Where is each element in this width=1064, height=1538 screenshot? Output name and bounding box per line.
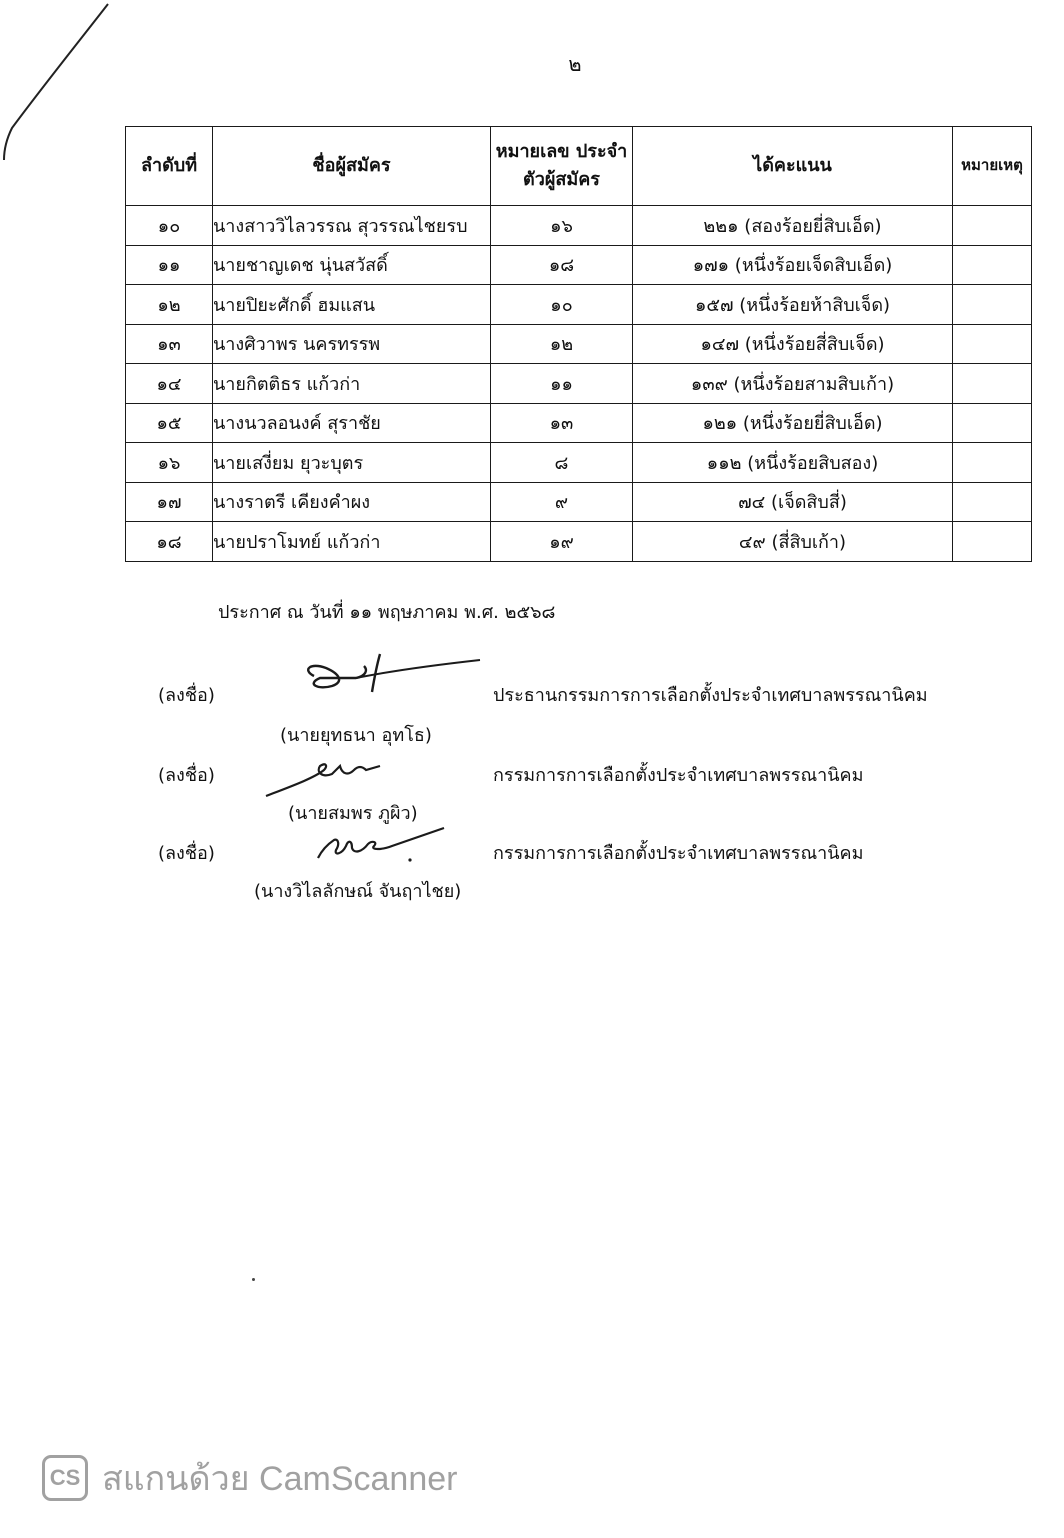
- table-row: [126, 206, 1032, 246]
- cell-name: นางศิวาพร นครทรรพ: [213, 324, 491, 364]
- cell-score: [633, 482, 953, 522]
- cell-remark: [953, 245, 1032, 285]
- cell-remark: [953, 364, 1032, 404]
- cell-score: [633, 522, 953, 562]
- cell-name: นายปราโมทย์ แก้วก่า: [213, 522, 491, 562]
- cell-order: ๑๑: [126, 245, 213, 285]
- cell-name: นายเสงี่ยม ยุวะบุตร: [213, 443, 491, 483]
- table-row: [126, 364, 1032, 404]
- cell-order: ๑๐: [126, 206, 213, 246]
- cell-score: [633, 324, 953, 364]
- cell-order: ๑๗: [126, 482, 213, 522]
- header-number: หมายเลข ประจำตัวผู้สมัคร: [491, 127, 633, 206]
- cell-score: [633, 364, 953, 404]
- score-text: ๑๑๒ (หนึ่งร้อยสิบสอง): [706, 452, 879, 474]
- results-table: [125, 126, 1032, 562]
- score-text: ๔๙ (สี่สิบเก้า): [738, 531, 847, 553]
- scan-speck: [252, 1278, 255, 1281]
- header-score: ได้คะแนน: [633, 127, 953, 206]
- cell-name: นางสาววิไลวรรณ สุวรรณไชยรบ: [213, 206, 491, 246]
- cell-remark: [953, 324, 1032, 364]
- table-row: [126, 285, 1032, 325]
- cell-number: ๑๐: [491, 285, 633, 325]
- cell-remark: [953, 482, 1032, 522]
- cell-name: นางนวลอนงค์ สุราชัย: [213, 403, 491, 443]
- cell-order: ๑๓: [126, 324, 213, 364]
- cell-number: ๙: [491, 482, 633, 522]
- signatory-role: กรรมการการเลือกตั้งประจำเทศบาลพรรณานิคม: [493, 843, 864, 864]
- header-order: ลำดับที่: [126, 127, 213, 206]
- page-number: ๒: [568, 52, 582, 76]
- table-row: [126, 443, 1032, 483]
- cell-score: [633, 206, 953, 246]
- cell-name: นายชาญเดช นุ่นสวัสดิ์: [213, 245, 491, 285]
- signature-mark: [262, 752, 392, 800]
- score-text: ๑๒๑ (หนึ่งร้อยยี่สิบเอ็ด): [702, 413, 883, 435]
- cell-order: ๑๕: [126, 403, 213, 443]
- signatory-name: (นายยุทธนา อุทโธ): [280, 725, 432, 746]
- cell-number: ๑๓: [491, 403, 633, 443]
- signatory-role: กรรมการการเลือกตั้งประจำเทศบาลพรรณานิคม: [493, 765, 864, 786]
- score-text: ๑๔๗ (หนึ่งร้อยสี่สิบเจ็ด): [700, 334, 885, 356]
- cell-number: ๑๒: [491, 324, 633, 364]
- cell-remark: [953, 522, 1032, 562]
- cell-score: [633, 443, 953, 483]
- score-text: ๗๔ (เจ็ดสิบสี่): [738, 492, 847, 514]
- cell-number: ๑๖: [491, 206, 633, 246]
- signatory-role: ประธานกรรมการการเลือกตั้งประจำเทศบาลพรรณานิคม: [493, 685, 928, 706]
- cell-number: ๑๙: [491, 522, 633, 562]
- cell-order: ๑๒: [126, 285, 213, 325]
- cell-order: ๑๘: [126, 522, 213, 562]
- header-remark: หมายเหตุ: [953, 127, 1032, 206]
- signatory-name: (นายสมพร ภูผิว): [288, 803, 418, 824]
- table-row: [126, 245, 1032, 285]
- cell-remark: [953, 443, 1032, 483]
- cell-score: [633, 403, 953, 443]
- page-edge-mark: [0, 0, 120, 180]
- signature-mark: [312, 824, 452, 866]
- cell-score: [633, 245, 953, 285]
- table-header-row: [126, 127, 1032, 206]
- signature-mark: [296, 648, 486, 698]
- score-text: ๑๕๗ (หนึ่งร้อยห้าสิบเจ็ด): [694, 294, 891, 316]
- cell-number: ๘: [491, 443, 633, 483]
- table-row: [126, 324, 1032, 364]
- score-text: ๑๓๙ (หนึ่งร้อยสามสิบเก้า): [690, 373, 895, 395]
- cell-name: นายปิยะศักดิ์ ฮมแสน: [213, 285, 491, 325]
- header-name: ชื่อผู้สมัคร: [213, 127, 491, 206]
- announcement-date: ประกาศ ณ วันที่ ๑๑ พฤษภาคม พ.ศ. ๒๕๖๘: [218, 602, 556, 623]
- score-text: ๑๗๑ (หนึ่งร้อยเจ็ดสิบเอ็ด): [692, 255, 893, 277]
- cell-name: นายกิตติธร แก้วก่า: [213, 364, 491, 404]
- signature-label: (ลงชื่อ): [158, 843, 215, 864]
- signatory-name: (นางวิไลลักษณ์ จันฤาไชย): [254, 881, 462, 902]
- cell-name: นางราตรี เคียงคำผง: [213, 482, 491, 522]
- cell-order: ๑๖: [126, 443, 213, 483]
- cell-remark: [953, 285, 1032, 325]
- signature-label: (ลงชื่อ): [158, 685, 215, 706]
- cell-number: ๑๑: [491, 364, 633, 404]
- table-row: [126, 403, 1032, 443]
- table-row: [126, 522, 1032, 562]
- watermark-text: สแกนด้วย CamScanner: [102, 1460, 458, 1498]
- signature-label: (ลงชื่อ): [158, 765, 215, 786]
- cell-remark: [953, 403, 1032, 443]
- cell-order: ๑๔: [126, 364, 213, 404]
- score-text: ๒๒๑ (สองร้อยยี่สิบเอ็ด): [703, 215, 882, 237]
- table-row: [126, 482, 1032, 522]
- camscanner-logo-icon: CS: [42, 1455, 88, 1501]
- cell-number: ๑๘: [491, 245, 633, 285]
- cell-remark: [953, 206, 1032, 246]
- cell-score: [633, 285, 953, 325]
- scanner-watermark: [42, 1452, 457, 1504]
